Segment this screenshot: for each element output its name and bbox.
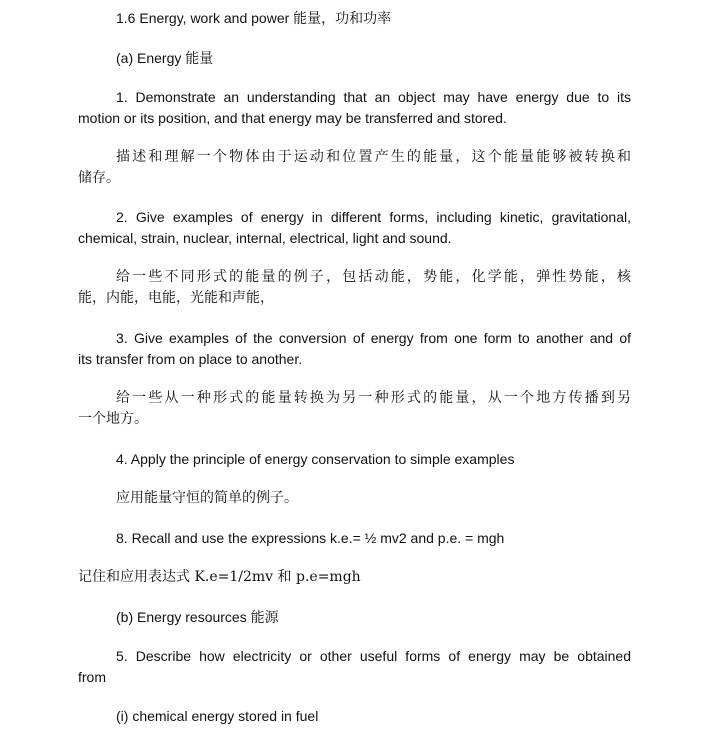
item-4-english: 4. Apply the principle of energy conservation to simple examples xyxy=(116,451,515,467)
item-5-subitem-i: (i) chemical energy stored in fuel xyxy=(116,708,319,724)
item-3-chinese xyxy=(78,388,631,430)
item-3-english-line-1: 3. Give examples of the conversion of energy from one form to another and of xyxy=(116,330,631,346)
item-3-chinese-line-2: 一个地方。 xyxy=(78,411,148,427)
section-heading: 1.6 Energy, work and power 能量，功和功率 xyxy=(116,10,392,26)
item-1-chinese-line-1: 描述和理解一个物体由于运动和位置产生的能量，这个能量能够被转换和 xyxy=(116,149,631,165)
item-3-english xyxy=(78,328,631,370)
item-2-chinese-line-2: 能，内能，电能，光能和声能， xyxy=(78,290,274,306)
item-1-english-line-1: 1. Demonstrate an understanding that an object may have energy due to its xyxy=(116,89,631,105)
item-1-english-line-2: motion or its position, and that energy may be transferred and stored. xyxy=(78,110,507,126)
item-1-english xyxy=(78,87,631,129)
item-1-chinese xyxy=(78,147,631,189)
item-3-chinese-line-1: 给一些从一种形式的能量转换为另一种形式的能量，从一个地方传播到另 xyxy=(116,390,631,406)
subsection-b-heading: (b) Energy resources 能源 xyxy=(116,609,279,625)
item-1-chinese-line-2: 储存。 xyxy=(78,170,120,186)
item-5-english-line-1: 5. Describe how electricity or other useful forms of energy may be obtained xyxy=(116,648,631,664)
item-2-chinese-line-1: 给一些不同形式的能量的例子，包括动能，势能，化学能，弹性势能，核 xyxy=(116,269,631,285)
item-2-english-line-1: 2. Give examples of energy in different forms, including kinetic, gravitational, xyxy=(116,209,631,225)
item-5-english-line-2: from xyxy=(78,669,106,685)
item-4-chinese: 应用能量守恒的简单的例子。 xyxy=(116,490,298,506)
item-3-english-line-2: its transfer from on place to another. xyxy=(78,351,303,367)
item-5-english xyxy=(78,646,631,688)
item-2-english-line-2: chemical, strain, nuclear, internal, electrical, light and sound. xyxy=(78,230,452,246)
item-2-chinese xyxy=(78,267,631,309)
subsection-a-heading: (a) Energy 能量 xyxy=(116,50,214,66)
item-8-english: 8. Recall and use the expressions k.e.= ½ mv2 and p.e. = mgh xyxy=(116,530,505,546)
item-8-chinese: 记住和应用表达式 K.e=1/2mv 和 p.e=mgh xyxy=(78,569,361,585)
item-2-english xyxy=(78,207,631,249)
